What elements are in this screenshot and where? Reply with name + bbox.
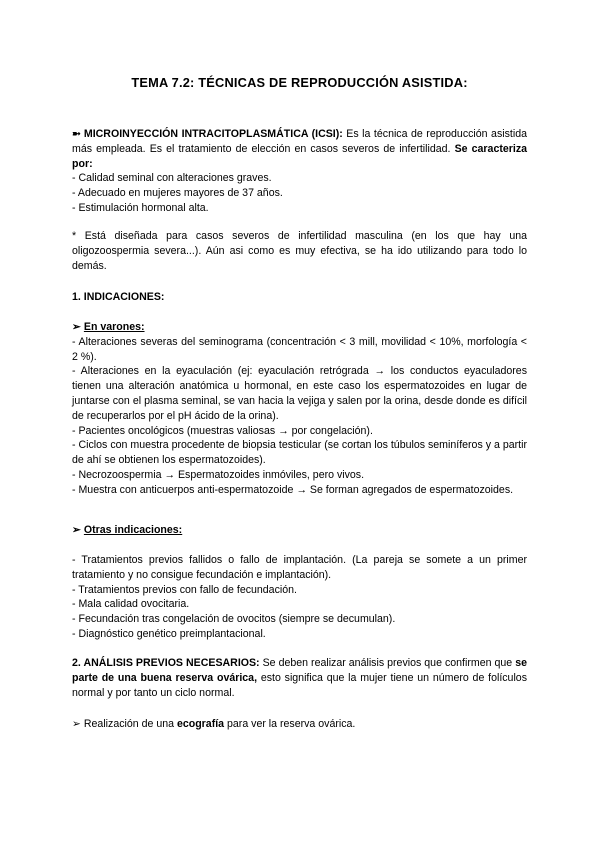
icsi-note: * Está diseñada para casos severos de infertilidad masculina (en los que hay una oligozoospermia severa...). Aún asi como es muy efectiva, se ha ido utilizando para todo lo demás. [72,230,527,272]
list-item: - Muestra con anticuerpos anti-espermatozoide → Se forman agregados de espermatozoides. [72,483,514,496]
icsi-intro-text: Es la técnica de reproducción asistida más empleada. Es el tratamiento de elección en casos severos de infertilidad. [72,128,527,155]
otras-label: Otras indicaciones: [83,524,183,536]
varones-label: En varones: [83,321,145,333]
icsi-heading: MICROINYECCIÓN INTRACITOPLASMÁTICA (ICSI): [83,128,343,140]
icsi-characteristics-label: Se caracteriza por: [72,142,528,170]
list-item: - Ciclos con muestra procedente de biopsia testicular (se cortan los túbulos seminíferos y a partir de ahí se obtienen los espermatozoides). [72,439,527,467]
analisis-heading: 2. ANÁLISIS PREVIOS NECESARIOS: [72,657,260,669]
arrow-bullet-icon: ➼ [72,128,81,140]
analisis-text-2: esto significa que la mujer tiene un número de folículos normal y por tanto un ciclo normal. [72,671,527,699]
icsi-section [72,127,527,216]
list-item: - Necrozoospermia → Espermatozoides inmóviles, pero vivos. [72,468,365,481]
varones-subheading [72,320,527,335]
list-item: - Adecuado en mujeres mayores de 37 años. [72,187,283,200]
list-item: - Mala calidad ovocitaria. [72,598,190,611]
otras-section [72,523,527,538]
eco-bold: ecografía [176,718,225,730]
page-title: TEMA 7.2: TÉCNICAS DE REPRODUCCIÓN ASISTIDA: [131,75,468,90]
list-item: - Estimulación hormonal alta. [72,201,209,214]
analisis-bold-phrase: se parte de una buena reserva ovárica, [72,657,527,684]
list-item: - Tratamientos previos fallidos o fallo de implantación. (La pareja se somete a un primer tratamiento y no consigue fecundación e implantación). [72,554,527,581]
varones-section [72,320,527,498]
list-item: - Tratamientos previos con fallo de fecundación. [72,583,297,596]
eco-text-post: para ver la reserva ovárica. [224,718,356,730]
list-item: - Alteraciones en la eyaculación (ej: eyaculación retrógrada → los conductos eyaculadores tienen una alteración anatómica u hormonal, en este caso los espermatozoides en lugar de juntarse con el plasma seminal, se van hacia la vejiga y salen por la orina, desde donde es difícil de recuperarlos por el pH ácido de la orina). [72,365,527,422]
list-item: - Diagnóstico genético preimplantacional. [72,627,266,640]
list-item: - Fecundación tras congelación de ovocitos (siempre se decumulan). [72,613,396,626]
arrow-bullet-icon: ➢ [72,321,81,333]
arrow-bullet-icon: ➢ [72,524,81,536]
analisis-section [72,656,527,700]
icsi-intro-paragraph [72,127,527,171]
otras-subheading [72,523,527,538]
list-item: - Alteraciones severas del seminograma (concentración < 3 mill, movilidad < 10%, morfología < 2 %). [72,335,527,363]
indicaciones-heading: 1. INDICACIONES: [72,291,165,303]
analisis-text-1: Se deben realizar análisis previos que confirmen que [259,657,516,669]
list-item: - Calidad seminal con alteraciones graves. [72,172,272,185]
ecografia-line [72,717,527,732]
eco-text-pre: Realización de una [83,718,177,730]
list-item: - Pacientes oncológicos (muestras valiosas → por congelación). [72,424,373,437]
arrow-bullet-icon: ➢ [72,718,81,730]
otras-list [72,553,527,642]
